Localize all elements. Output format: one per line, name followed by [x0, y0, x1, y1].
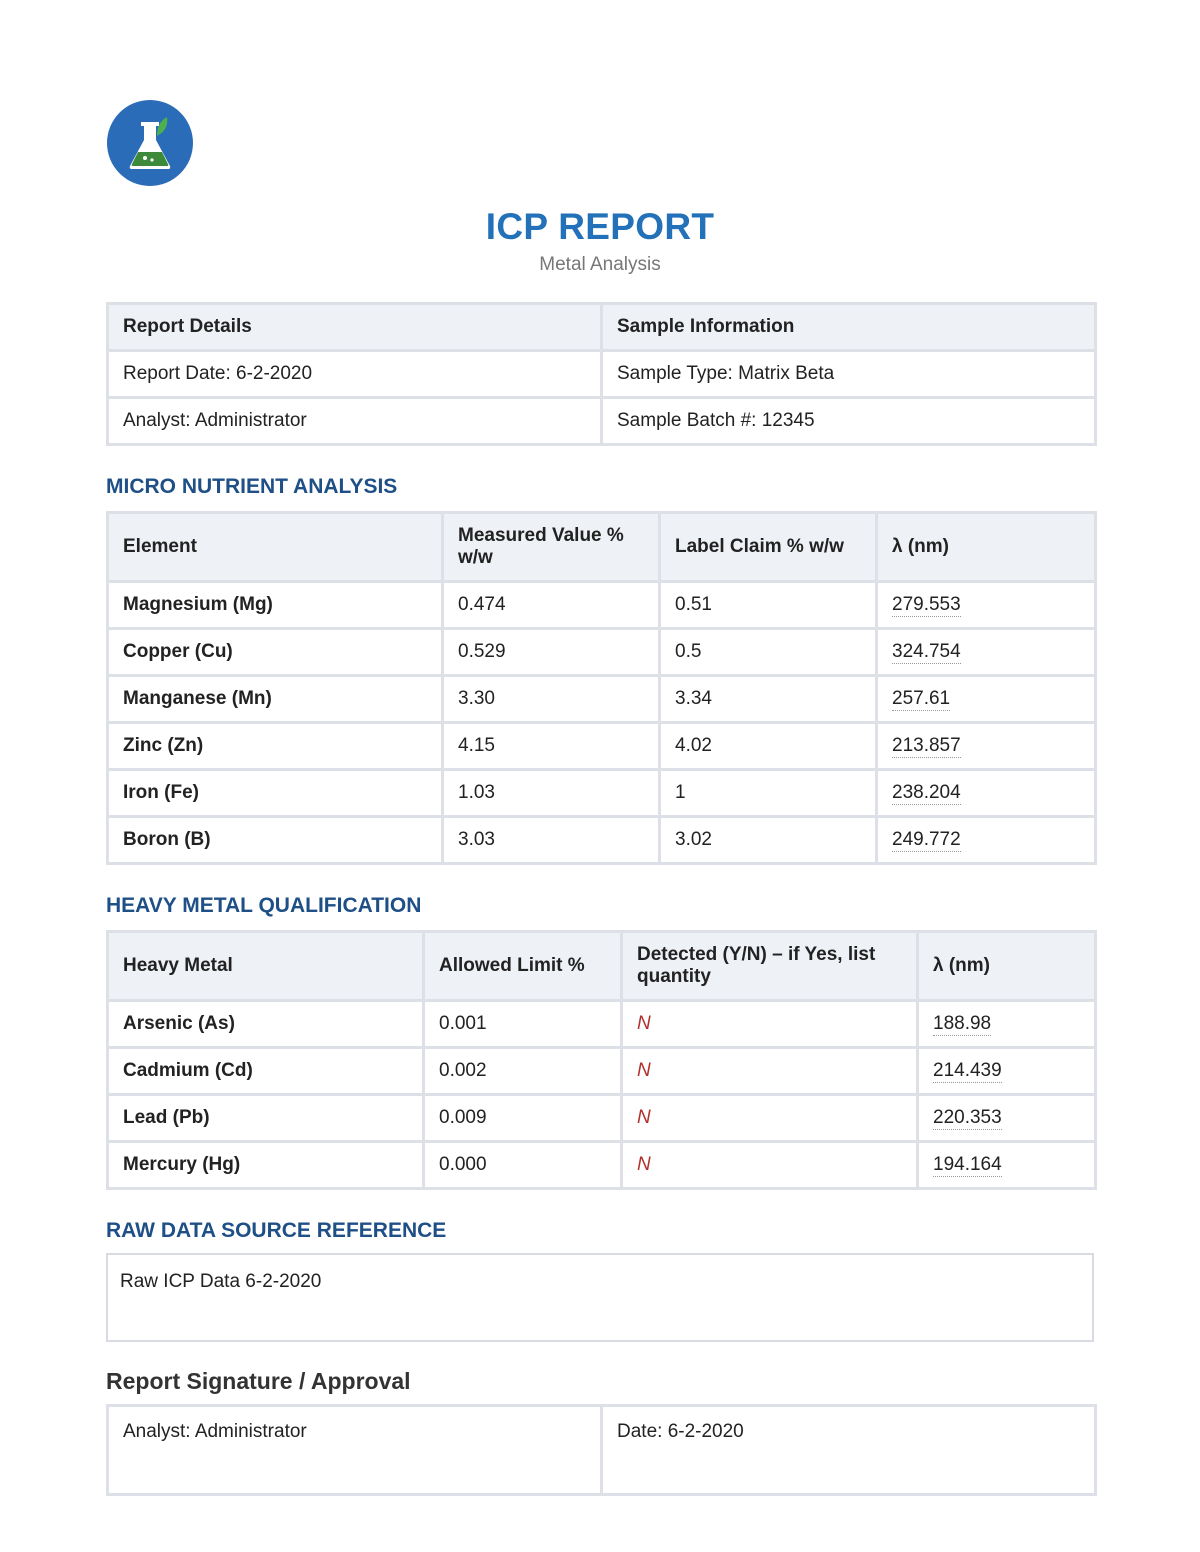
label-claim: 1: [660, 770, 877, 817]
signature-section-title: Report Signature / Approval: [106, 1368, 411, 1394]
table-row: [108, 676, 1096, 723]
wavelength: 194.164: [933, 1154, 1002, 1175]
table-row: [108, 723, 1096, 770]
table-row: [108, 1095, 1096, 1142]
raw-data-reference: Raw ICP Data 6-2-2020: [106, 1253, 1094, 1342]
detected-status: N: [622, 1048, 918, 1095]
wavelength: 279.553: [892, 594, 961, 615]
measured-value: 3.03: [443, 817, 660, 864]
element-name: Magnesium (Mg): [108, 582, 443, 629]
table-row: [108, 582, 1096, 629]
raw-section-title: RAW DATA SOURCE REFERENCE: [106, 1219, 447, 1242]
col-wavelength: λ (nm): [877, 513, 1096, 582]
label-claim: 0.51: [660, 582, 877, 629]
col-label-claim: Label Claim % w/w: [660, 513, 877, 582]
metal-name: Mercury (Hg): [108, 1142, 424, 1189]
allowed-limit: 0.002: [424, 1048, 622, 1095]
col-measured-value: Measured Value % w/w: [443, 513, 660, 582]
col-wavelength: λ (nm): [918, 932, 1096, 1001]
sample-information-header: Sample Information: [602, 304, 1096, 351]
table-row: [108, 1142, 1096, 1189]
col-heavy-metal: Heavy Metal: [108, 932, 424, 1001]
wavelength: 324.754: [892, 641, 961, 662]
measured-value: 4.15: [443, 723, 660, 770]
label-claim: 4.02: [660, 723, 877, 770]
table-row: [108, 629, 1096, 676]
report-details-table: [106, 302, 1097, 446]
wavelength: 257.61: [892, 688, 951, 709]
label-claim: 3.02: [660, 817, 877, 864]
element-name: Zinc (Zn): [108, 723, 443, 770]
allowed-limit: 0.000: [424, 1142, 622, 1189]
detected-status: N: [622, 1095, 918, 1142]
metal-name: Lead (Pb): [108, 1095, 424, 1142]
wavelength: 188.98: [933, 1013, 992, 1034]
table-row: [108, 817, 1096, 864]
measured-value: 0.474: [443, 582, 660, 629]
micro-nutrient-table: [106, 511, 1097, 865]
measured-value: 1.03: [443, 770, 660, 817]
table-row: [108, 1001, 1096, 1048]
analyst: Analyst: Administrator: [108, 398, 602, 445]
signature-analyst: Analyst: Administrator: [108, 1406, 602, 1495]
element-name: Manganese (Mn): [108, 676, 443, 723]
sample-type: Sample Type: Matrix Beta: [602, 351, 1096, 398]
label-claim: 0.5: [660, 629, 877, 676]
allowed-limit: 0.001: [424, 1001, 622, 1048]
wavelength: 238.204: [892, 782, 961, 803]
metal-name: Cadmium (Cd): [108, 1048, 424, 1095]
micro-section-title: MICRO NUTRIENT ANALYSIS: [106, 475, 398, 498]
wavelength: 249.772: [892, 829, 961, 850]
report-details-header: Report Details: [108, 304, 602, 351]
wavelength: 220.353: [933, 1107, 1002, 1128]
measured-value: 0.529: [443, 629, 660, 676]
col-detected: Detected (Y/N) – if Yes, list quantity: [622, 932, 918, 1001]
detected-status: N: [622, 1142, 918, 1189]
measured-value: 3.30: [443, 676, 660, 723]
col-allowed-limit: Allowed Limit %: [424, 932, 622, 1001]
detected-status: N: [622, 1001, 918, 1048]
report-title: ICP REPORT: [485, 206, 715, 247]
sample-batch: Sample Batch #: 12345: [602, 398, 1096, 445]
signature-table: [106, 1404, 1097, 1496]
signature-date: Date: 6-2-2020: [602, 1406, 1096, 1495]
flask-logo-icon: [107, 100, 193, 186]
metal-name: Arsenic (As): [108, 1001, 424, 1048]
element-name: Boron (B): [108, 817, 443, 864]
col-element: Element: [108, 513, 443, 582]
heavy-metal-table: [106, 930, 1097, 1190]
report-date: Report Date: 6-2-2020: [108, 351, 602, 398]
report-subtitle: Metal Analysis: [539, 254, 661, 275]
allowed-limit: 0.009: [424, 1095, 622, 1142]
element-name: Copper (Cu): [108, 629, 443, 676]
heavy-section-title: HEAVY METAL QUALIFICATION: [106, 894, 422, 917]
table-row: [108, 1048, 1096, 1095]
label-claim: 3.34: [660, 676, 877, 723]
wavelength: 213.857: [892, 735, 961, 756]
wavelength: 214.439: [933, 1060, 1002, 1081]
element-name: Iron (Fe): [108, 770, 443, 817]
table-row: [108, 770, 1096, 817]
